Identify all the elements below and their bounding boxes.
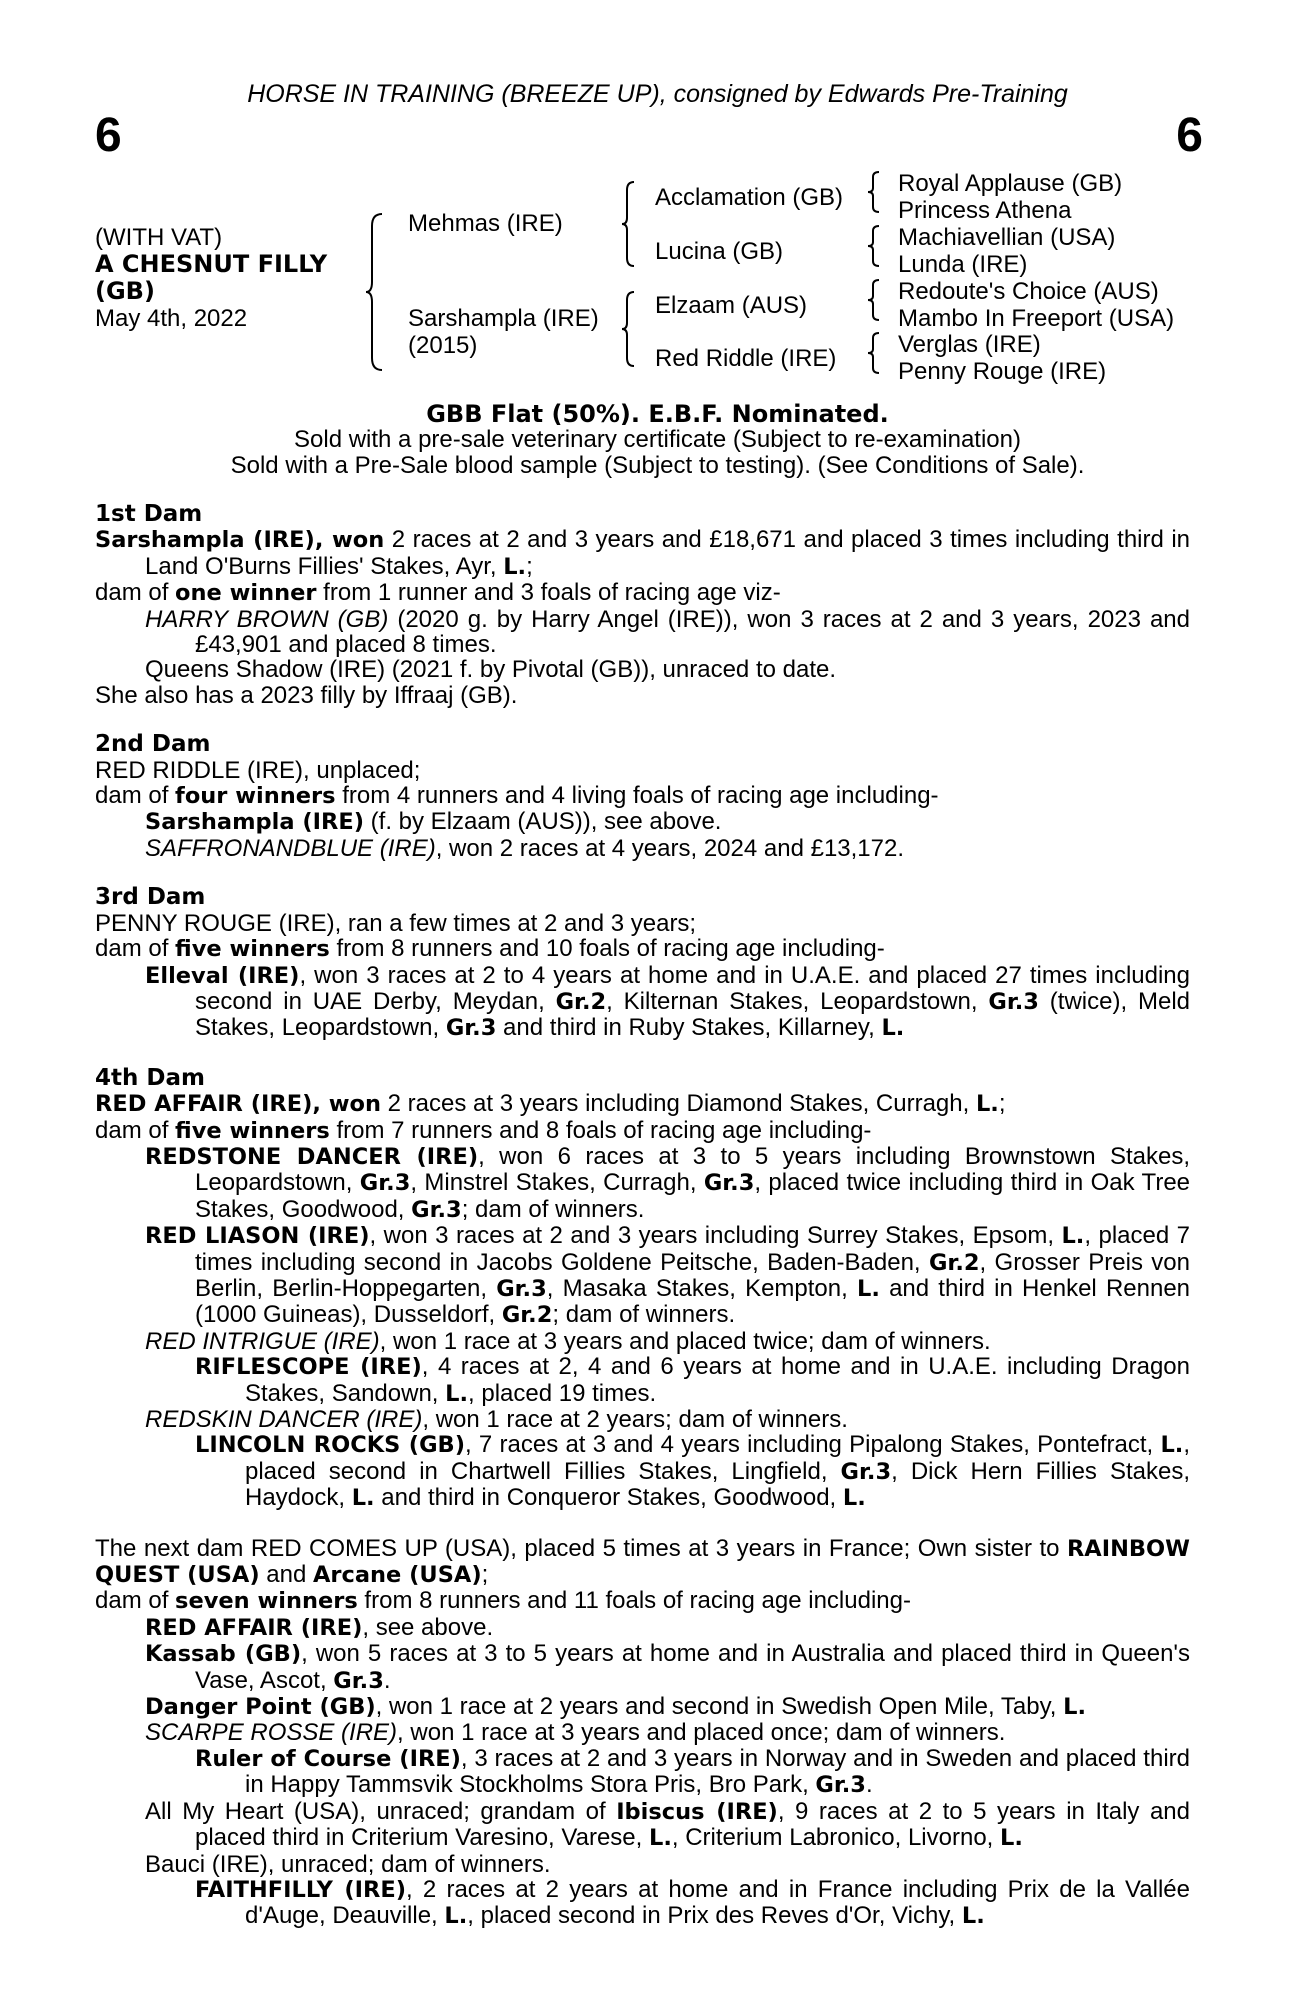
sale-note-vet: Sold with a pre-sale veterinary certificate (Subject to re-examination)	[294, 426, 1021, 453]
next-dam-produce: dam of seven winners from 8 runners and 11 foals of racing age including-	[95, 1587, 911, 1615]
pedigree-brace-main	[364, 212, 386, 372]
next-dam-foal-2: Kassab (GB), won 5 races at 3 to 5 years at home and in Australia and placed third in Queen's Vase, Ascot, Gr.3.	[145, 1640, 1190, 1694]
fourth-dam-grandfoal-2: LINCOLN ROCKS (GB), 7 races at 3 and 4 years including Pipalong Stakes, Pontefract, L., placed second in Chartwell Fillies Stakes, Lingfield, Gr.3, Dick Hern Fillies Stakes, Haydock, L. and third in Conqueror Stakes, Goodwood, L.	[195, 1431, 1190, 1512]
first-dam-produce: dam of one winner from 1 runner and 3 foals of racing age viz-	[95, 579, 781, 607]
next-dam-foal-4: SCARPE ROSSE (IRE), won 1 race at 3 years and placed once; dam of winners.	[145, 1719, 1006, 1747]
fourth-dam-heading: 4th Dam	[95, 1064, 205, 1091]
third-dam-record: PENNY ROUGE (IRE), ran a few times at 2 and 3 years;	[95, 909, 697, 937]
next-dam-foal-6: Bauci (IRE), unraced; dam of winners.	[145, 1850, 551, 1878]
next-dam-grandfoal-1: Ruler of Course (IRE), 3 races at 2 and 3 years in Norway and in Sweden and placed third in Happy Tammsvik Stockholms Stora Pris, Bro Park, Gr.3.	[195, 1744, 1190, 1799]
pedigree-sire-dam: Lucina (GB)	[655, 238, 784, 265]
pedigree-brace-g2	[866, 224, 882, 268]
pedigree-g3-3: Machiavellian (USA)	[898, 224, 1116, 251]
fourth-dam-produce: dam of five winners from 7 runners and 8 foals of racing age including-	[95, 1116, 872, 1144]
lot-number-left: 6	[95, 109, 122, 162]
fourth-dam-record: RED AFFAIR (IRE), won 2 races at 3 years including Diamond Stakes, Curragh, L.;	[95, 1090, 1006, 1118]
pedigree-sire: Mehmas (IRE)	[408, 210, 563, 237]
second-dam-foal-1: Sarshampla (IRE) (f. by Elzaam (AUS)), see above.	[145, 808, 722, 836]
next-dam-grandfoal-2: FAITHFILLY (IRE), 2 races at 2 years at home and in France including Prix de la Vallée d'Auge, Deauville, L., placed second in Prix des Reves d'Or, Vichy, L.	[195, 1875, 1190, 1930]
horse-vat: (WITH VAT)	[95, 224, 223, 251]
horse-foaled: May 4th, 2022	[95, 305, 248, 332]
next-dam-foal-5: All My Heart (USA), unraced; grandam of Ibiscus (IRE), 9 races at 2 to 5 years in Italy and placed third in Criterium Varesino, Varese, L., Criterium Labronico, Livorno, L.	[145, 1797, 1190, 1852]
fourth-dam-foal-2: RED LIASON (IRE), won 3 races at 2 and 3 years including Surrey Stakes, Epsom, L., placed 7 times including second in Jacobs Goldene Peitsche, Baden-Baden, Gr.2, Grosser Preis von Berlin, Berlin-Hoppegarten, Gr.3, Masaka Stakes, Kempton, L. and third in Henkel Rennen (1000 Guineas), Dusseldorf, Gr.2; dam of winners.	[145, 1222, 1191, 1329]
first-dam-foal-2: Queens Shadow (IRE) (2021 f. by Pivotal (GB)), unraced to date.	[145, 656, 837, 684]
next-dam-foal-3: Danger Point (GB), won 1 race at 2 years and second in Swedish Open Mile, Taby, L.	[145, 1693, 1087, 1721]
pedigree-g3-8: Penny Rouge (IRE)	[898, 358, 1107, 385]
pedigree-g3-7: Verglas (IRE)	[898, 331, 1041, 358]
fourth-dam-grandfoal-1: RIFLESCOPE (IRE), 4 races at 2, 4 and 6 years at home and in U.A.E. including Dragon Stakes, Sandown, L., placed 19 times.	[195, 1353, 1190, 1407]
third-dam-produce: dam of five winners from 8 runners and 10 foals of racing age including-	[95, 935, 885, 963]
pedigree-g3-2: Princess Athena	[898, 197, 1072, 224]
first-dam-record: Sarshampla (IRE), won 2 races at 2 and 3 years and £18,671 and placed 3 times including third in Land O'Burns Fillies' Stakes, Ayr, L.;	[95, 526, 1191, 580]
pedigree-g3-1: Royal Applause (GB)	[898, 170, 1123, 197]
second-dam-heading: 2nd Dam	[95, 731, 211, 758]
horse-name: A CHESNUT FILLY	[95, 250, 328, 278]
second-dam-foal-2: SAFFRONANDBLUE (IRE), won 2 races at 4 years, 2024 and £13,172.	[145, 834, 905, 862]
sale-note-entries: GBB Flat (50%). E.B.F. Nominated.	[426, 400, 889, 428]
pedigree-sire-sire: Acclamation (GB)	[655, 184, 844, 211]
pedigree-g3-6: Mambo In Freeport (USA)	[898, 305, 1175, 332]
fourth-dam-foal-4: REDSKIN DANCER (IRE), won 1 race at 2 years; dam of winners.	[145, 1406, 848, 1433]
pedigree-dam-dam: Red Riddle (IRE)	[655, 345, 837, 372]
pedigree-g3-4: Lunda (IRE)	[898, 251, 1028, 278]
second-dam-record: RED RIDDLE (IRE), unplaced;	[95, 756, 421, 784]
pedigree-dam-year: (2015)	[408, 332, 478, 359]
sale-note-blood: Sold with a Pre-Sale blood sample (Subject to testing). (See Conditions of Sale).	[230, 452, 1085, 479]
page-header: HORSE IN TRAINING (BREEZE UP), consigned by Edwards Pre-Training	[247, 80, 1068, 108]
pedigree-brace-g3	[866, 278, 882, 322]
next-dam-foal-1: RED AFFAIR (IRE), see above.	[145, 1613, 494, 1641]
catalogue-body	[95, 502, 1190, 1930]
pedigree-g3-5: Redoute's Choice (AUS)	[898, 278, 1159, 305]
pedigree-brace-dam	[620, 290, 638, 368]
first-dam-foal-1: HARRY BROWN (GB) (2020 g. by Harry Angel (IRE)), won 3 races at 2 and 3 years, 2023 and £43,901 and placed 8 times.	[145, 605, 1190, 659]
pedigree-brace-g1	[866, 170, 882, 214]
pedigree-dam-sire: Elzaam (AUS)	[655, 292, 808, 319]
second-dam-produce: dam of four winners from 4 runners and 4 living foals of racing age including-	[95, 782, 939, 810]
pedigree-dam: Sarshampla (IRE)	[408, 305, 599, 332]
pedigree-brace-sire	[620, 180, 638, 268]
first-dam-also: She also has a 2023 filly by Iffraaj (GB).	[95, 681, 518, 709]
pedigree-brace-g4	[866, 331, 882, 375]
third-dam-foal-1: Elleval (IRE), won 3 races at 2 to 4 years at home and in U.A.E. and placed 27 times including second in UAE Derby, Meydan, Gr.2, Kilternan Stakes, Leopardstown, Gr.3 (twice), Meld Stakes, Leopardstown, Gr.3 and third in Ruby Stakes, Killarney, L.	[145, 961, 1191, 1042]
lot-number-right: 6	[1176, 109, 1203, 162]
horse-country: (GB)	[95, 277, 155, 305]
third-dam-heading: 3rd Dam	[95, 884, 206, 911]
fourth-dam-foal-1: REDSTONE DANCER (IRE), won 6 races at 3 to 5 years including Brownstown Stakes, Leopardstown, Gr.3, Minstrel Stakes, Curragh, Gr.3, placed twice including third in Oak Tree Stakes, Goodwood, Gr.3; dam of winners.	[145, 1142, 1191, 1223]
next-dam-record: The next dam RED COMES UP (USA), placed 5 times at 3 years in France; Own sister to RAINBOW QUEST (USA) and Arcane (USA);	[95, 1534, 1190, 1589]
fourth-dam-foal-3: RED INTRIGUE (IRE), won 1 race at 3 years and placed twice; dam of winners.	[145, 1327, 991, 1355]
first-dam-heading: 1st Dam	[95, 501, 203, 527]
